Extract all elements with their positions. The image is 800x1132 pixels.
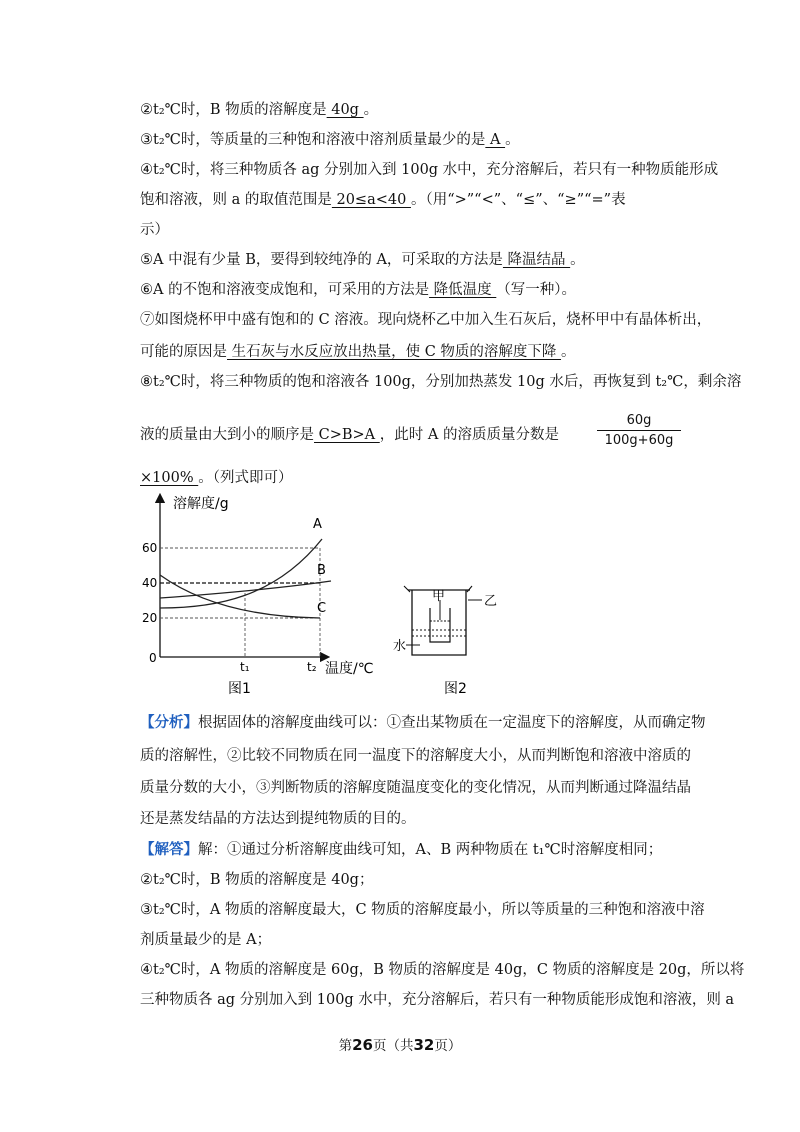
label-jia: 甲 — [432, 589, 446, 604]
analysis-line-3: 质量分数的大小，③判断物质的溶解度随温度变化的变化情况，从而判断通过降温结晶 — [140, 780, 691, 796]
question-line-7: ⑦如图烧杯甲中盛有饱和的 C 溶液。现向烧杯乙中加入生石灰后，烧杯甲中有晶体析出， — [140, 312, 712, 328]
question-line-2 — [140, 100, 378, 120]
text: 。（用“>”“<”、“≤”、“≥”“=”表 — [410, 192, 626, 208]
text: ③t₂℃时，等质量的三种饱和溶液中溶剂质量最少的是 — [140, 132, 486, 148]
text: 饱和溶液，则 a 的取值范围是 — [140, 192, 332, 208]
tick-t2: t₂ — [307, 660, 317, 674]
question-line-4: ④t₂℃时，将三种物质各 ag 分别加入到 100g 水中，充分溶解后，若只有一种物质能形成 — [140, 162, 719, 178]
page-total: 32 — [413, 1036, 435, 1054]
question-line-4b — [140, 190, 626, 210]
page-footer — [0, 1034, 800, 1054]
text: 。 — [561, 344, 576, 360]
solution-line-4: 剂质量最少的是 A； — [140, 932, 272, 948]
text: 。（列式即可） — [198, 470, 293, 486]
answer-blank: C>B>A — [314, 427, 380, 443]
question-line-8c — [140, 468, 292, 488]
tick-40: 40 — [142, 576, 158, 590]
text: （写一种）。 — [496, 282, 577, 298]
curve-label-c: C — [317, 601, 327, 616]
tick-60: 60 — [142, 541, 158, 555]
y-axis-label: 溶解度/g — [173, 496, 229, 512]
curve-a — [160, 539, 322, 608]
figure-2-caption: 图2 — [444, 681, 467, 697]
label-yi: 乙 — [484, 594, 498, 609]
x-axis-label: 温度/℃ — [325, 661, 374, 677]
footer-text: 页） — [434, 1038, 462, 1054]
analysis-line-4: 还是蒸发结晶的方法达到提纯物质的目的。 — [140, 811, 416, 827]
question-line-3 — [140, 130, 520, 150]
question-line-8: ⑧t₂℃时，将三种物质的饱和溶液各 100g，分别加热蒸发 10g 水后，再恢复到 t₂℃，剩余溶 — [140, 374, 742, 390]
solution-line-3: ③t₂℃时，A 物质的溶解度最大，C 物质的溶解度最小，所以等质量的三种饱和溶液中溶 — [140, 902, 705, 918]
solution-line-2: ②t₂℃时，B 物质的溶解度是 40g； — [140, 872, 374, 888]
curve-label-b: B — [317, 563, 326, 578]
question-line-6 — [140, 280, 576, 300]
analysis-line-2: 质的溶解性，②比较不同物质在同一温度下的溶解度大小，从而判断饱和溶液中溶质的 — [140, 748, 691, 764]
text: ⑤A 中混有少量 B，要得到较纯净的 A，可采取的方法是 — [140, 252, 503, 268]
tick-20: 20 — [142, 611, 158, 625]
answer-blank: A — [485, 132, 506, 148]
text: ②t₂℃时，B 物质的溶解度是 — [140, 102, 327, 118]
analysis-tag: 【分析】 — [140, 714, 198, 731]
analysis-line-1 — [140, 713, 706, 733]
solution-line-6: 三种物质各 ag 分别加入到 100g 水中，充分溶解后，若只有一种物质能形成饱和溶液，则 a — [140, 992, 735, 1008]
answer-blank: 20≤a<40 — [331, 192, 411, 208]
answer-blank: 降温结晶 — [502, 252, 571, 268]
page-number: 26 — [352, 1036, 373, 1054]
answer-blank: 生石灰与水反应放出热量，使 C 物质的溶解度下降 — [227, 344, 562, 360]
question-line-5 — [140, 250, 585, 270]
question-line-7b — [140, 342, 576, 362]
curve-label-a: A — [313, 517, 322, 532]
text: 根据固体的溶解度曲线可以：①查出某物质在一定温度下的溶解度，从而确定物 — [198, 715, 706, 731]
tick-t1: t₁ — [240, 660, 250, 674]
solution-tag: 【解答】 — [140, 841, 198, 858]
fraction-denominator: 100g+60g — [604, 433, 674, 448]
answer-blank: 40g — [326, 102, 364, 118]
text: 。 — [363, 102, 379, 118]
answer-blank: ×100% — [140, 470, 199, 486]
figure-2-beaker-diagram — [390, 580, 520, 700]
fraction — [597, 413, 681, 448]
footer-text: 页（共 — [373, 1038, 414, 1054]
fraction-numerator: 60g — [597, 413, 681, 431]
question-line-8b — [140, 425, 559, 445]
text: 解：①通过分析溶解度曲线可知，A、B 两种物质在 t₁℃时溶解度相同； — [198, 842, 663, 858]
solution-line-1 — [140, 840, 662, 860]
text: 。 — [570, 252, 585, 268]
answer-blank: 降低温度 — [429, 282, 497, 298]
text: 液的质量由大到小的顺序是 — [140, 427, 314, 443]
text: 可能的原因是 — [140, 344, 227, 360]
label-water: 水 — [393, 639, 407, 654]
footer-text: 第 — [338, 1038, 353, 1054]
question-line-4c: 示） — [140, 222, 169, 238]
figure-1-caption: 图1 — [228, 681, 251, 697]
text: ，此时 A 的溶质质量分数是 — [379, 427, 559, 443]
text: ⑥A 的不饱和溶液变成饱和，可采用的方法是 — [140, 282, 430, 298]
origin-label: 0 — [149, 651, 157, 665]
figure-1-solubility-chart — [135, 490, 375, 700]
solution-line-5: ④t₂℃时，A 物质的溶解度是 60g，B 物质的溶解度是 40g，C 物质的溶解度是 20g，所以将 — [140, 962, 745, 978]
text: 。 — [505, 132, 520, 148]
